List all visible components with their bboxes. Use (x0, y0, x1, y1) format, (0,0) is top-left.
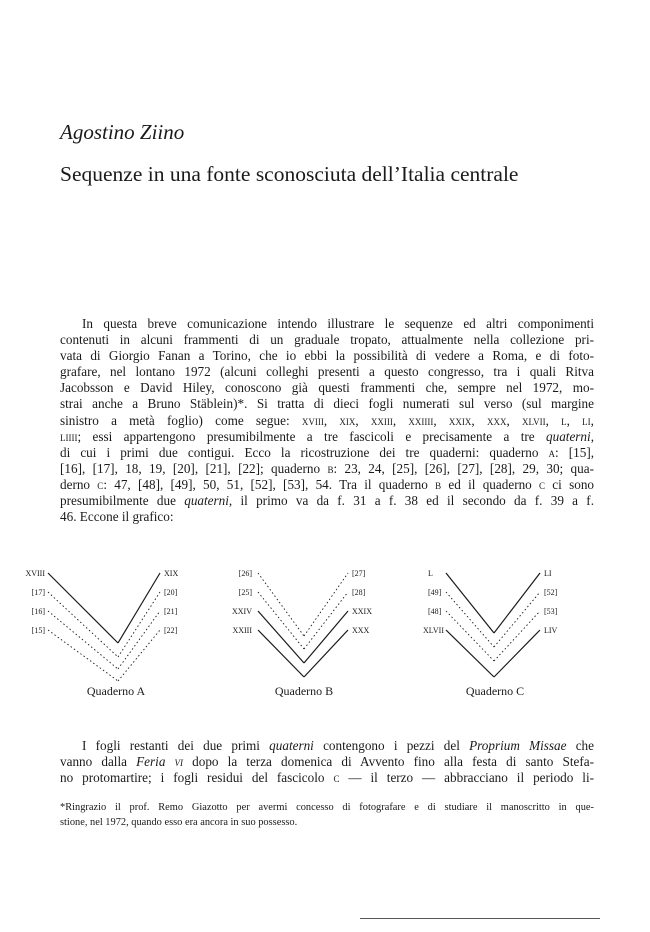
italic-term: vi (174, 754, 184, 770)
text-run: , (590, 428, 594, 444)
text-run: : 47, [48], [49], 50, 51, [52], [53], 54. Tra il quaderno (103, 476, 436, 492)
folio-label: [25] (238, 588, 252, 597)
folio-label: XLVII (422, 626, 444, 635)
folio-label: [26] (238, 569, 252, 578)
text-run: , il primo va da f. 31 a f. 38 ed il secondo da f. 39 a f. (228, 493, 594, 509)
bottom-rule (360, 918, 600, 919)
quire-diagram-svg (0, 545, 650, 710)
bifolium-2-right (304, 592, 348, 649)
footnote-line: *Ringrazio il prof. Remo Giazotto per avermi concesso di fotografare e di studiare il manoscritto in que- (60, 802, 594, 813)
folio-label: XXIII (232, 626, 252, 635)
outer-bifolium-left (446, 573, 494, 633)
folio-label: [48] (428, 607, 442, 616)
folio-label: XIX (164, 569, 179, 578)
bifolium-2-left (48, 592, 118, 657)
text-line: strai anche a Bruno Stäblein)*. Si tratta di dieci fogli numerati sul verso (sul margine (60, 396, 594, 412)
text-run: ; essi appartengono presumibilmente a tre fascicoli e precisamente a tre (77, 428, 546, 444)
bifolium-2-right (118, 592, 160, 657)
text-line (60, 445, 594, 461)
text-run: no protomartire; i fogli residui del fascicolo (60, 770, 334, 786)
text-run: ci sono (545, 476, 595, 492)
folio-label: LIV (544, 626, 558, 635)
quire-letter: c (333, 770, 340, 786)
quire-c (423, 569, 558, 698)
quire-caption: Quaderno A (86, 684, 146, 698)
folio-label: XVIII (25, 569, 45, 578)
text-line: grafare, nel lontano 1972 (alcuni colleghi presenti a questo congresso, tra i quali Ritva (60, 364, 594, 380)
text-run: derno (60, 476, 98, 492)
text-run: : 23, 24, [25], [26], [27], [28], 29, 30; qua- (333, 460, 594, 476)
text-run: dopo la terza domenica di Avvento fino alla festa di santo Stefa- (183, 754, 594, 770)
bifolium-2-right (494, 592, 540, 647)
text-run: [16], [17], 18, 19, [20], [21], [22]; quaderno (60, 460, 328, 476)
text-line (60, 493, 594, 509)
folio-label: XXIV (232, 607, 252, 616)
quire-letter: b (327, 460, 334, 476)
folio-label: [28] (352, 588, 366, 597)
folio-label: [22] (164, 626, 178, 635)
italic-term: quaterni (546, 428, 591, 444)
bifolium-1-left (258, 573, 304, 636)
outer-bifolium-right (118, 573, 160, 643)
text-line (60, 429, 594, 445)
folio-label: [16] (31, 607, 45, 616)
folio-list: xviii, xix, xxiii, xxiiii, xxix, xxx, xlvii, l, li, (301, 412, 594, 428)
text-line (60, 770, 594, 786)
quire-b (232, 569, 372, 698)
text-run: contengono i pezzi del (313, 738, 470, 753)
bifolium-4-left (48, 630, 118, 681)
outer-bifolium-left (48, 573, 118, 643)
bifolium-3-left (48, 611, 118, 669)
folio-label: [17] (31, 588, 45, 597)
quire-caption: Quaderno B (274, 684, 334, 698)
text-line: In questa breve comunicazione intendo illustrare le sequenze ed altri componimenti (82, 316, 594, 331)
text-run: vanno dalla (60, 754, 137, 770)
italic-term: Feria (136, 754, 175, 770)
quire-letter: c (97, 476, 104, 492)
text-line: 46. Eccone il grafico: (60, 509, 174, 525)
text-run: — il terzo — abbracciano il periodo li- (339, 770, 594, 786)
outer-bifolium-right (494, 573, 540, 633)
text-run: I fogli restanti dei due primi (82, 738, 270, 753)
bifolium-4-right (118, 630, 160, 681)
folio-label: [49] (428, 588, 442, 597)
folio-label: XXIX (352, 607, 372, 616)
article-title: Sequenze in una fonte sconosciuta dell’Italia centrale (60, 162, 519, 186)
quire-a (25, 569, 178, 698)
paragraph-contents (60, 738, 594, 786)
text-run: di cui i primi due contigui. Ecco la ricostruzione dei tre quaderni: quaderno (60, 444, 549, 460)
quire-letter: c (539, 476, 546, 492)
text-line: Jacobsson e David Hiley, conoscono già questi frammenti che, sempre nel 1972, mo- (60, 380, 594, 396)
author-name: Agostino Ziino (60, 120, 185, 144)
italic-term: Proprium Missae (469, 738, 567, 753)
text-line (60, 738, 594, 754)
folio-label: [15] (31, 626, 45, 635)
text-run: che (566, 738, 594, 753)
folio-list: liiii (60, 428, 78, 444)
folio-label: [27] (352, 569, 366, 578)
text-line: contenuti in alcuni frammenti di un graduale tropato, attualmente nella collezione pri- (60, 332, 594, 348)
text-run: presumibilmente due (60, 493, 185, 509)
bifolium-3-right (118, 611, 160, 669)
folio-label: [21] (164, 607, 178, 616)
text-line (60, 477, 594, 493)
text-line (60, 461, 594, 477)
quire-letter: a (548, 444, 556, 460)
folio-label: [53] (544, 607, 558, 616)
text-run: : [15], (555, 444, 595, 460)
bifolium-1-right (304, 573, 348, 636)
inner-bifolium-left (446, 630, 494, 677)
quire-letter: b (435, 476, 442, 492)
text-run: ed il quaderno (441, 476, 540, 492)
text-line (60, 413, 594, 429)
bifolium-2-left (258, 592, 304, 649)
text-run: sinistro a metà foglio) come segue: (60, 412, 302, 428)
folio-label: XXX (352, 626, 370, 635)
quire-caption: Quaderno C (465, 684, 525, 698)
folio-label: [52] (544, 588, 558, 597)
italic-term: quaterni (184, 493, 229, 509)
footnote (60, 800, 594, 830)
text-line: vata di Giorgio Fanan a Torino, che io ebbi la possibilità di vedere a Roma, e di foto- (60, 348, 594, 364)
paragraph-intro (60, 316, 594, 525)
italic-term: quaterni (269, 738, 314, 753)
folio-label: L (428, 569, 433, 578)
inner-bifolium-right (494, 630, 540, 677)
footnote-line: stione, nel 1972, quando esso era ancora in suo possesso. (60, 817, 298, 828)
folio-label: LI (544, 569, 552, 578)
bifolium-2-left (446, 592, 494, 647)
folio-label: [20] (164, 588, 178, 597)
quire-diagram (0, 545, 650, 710)
text-line (60, 754, 594, 770)
